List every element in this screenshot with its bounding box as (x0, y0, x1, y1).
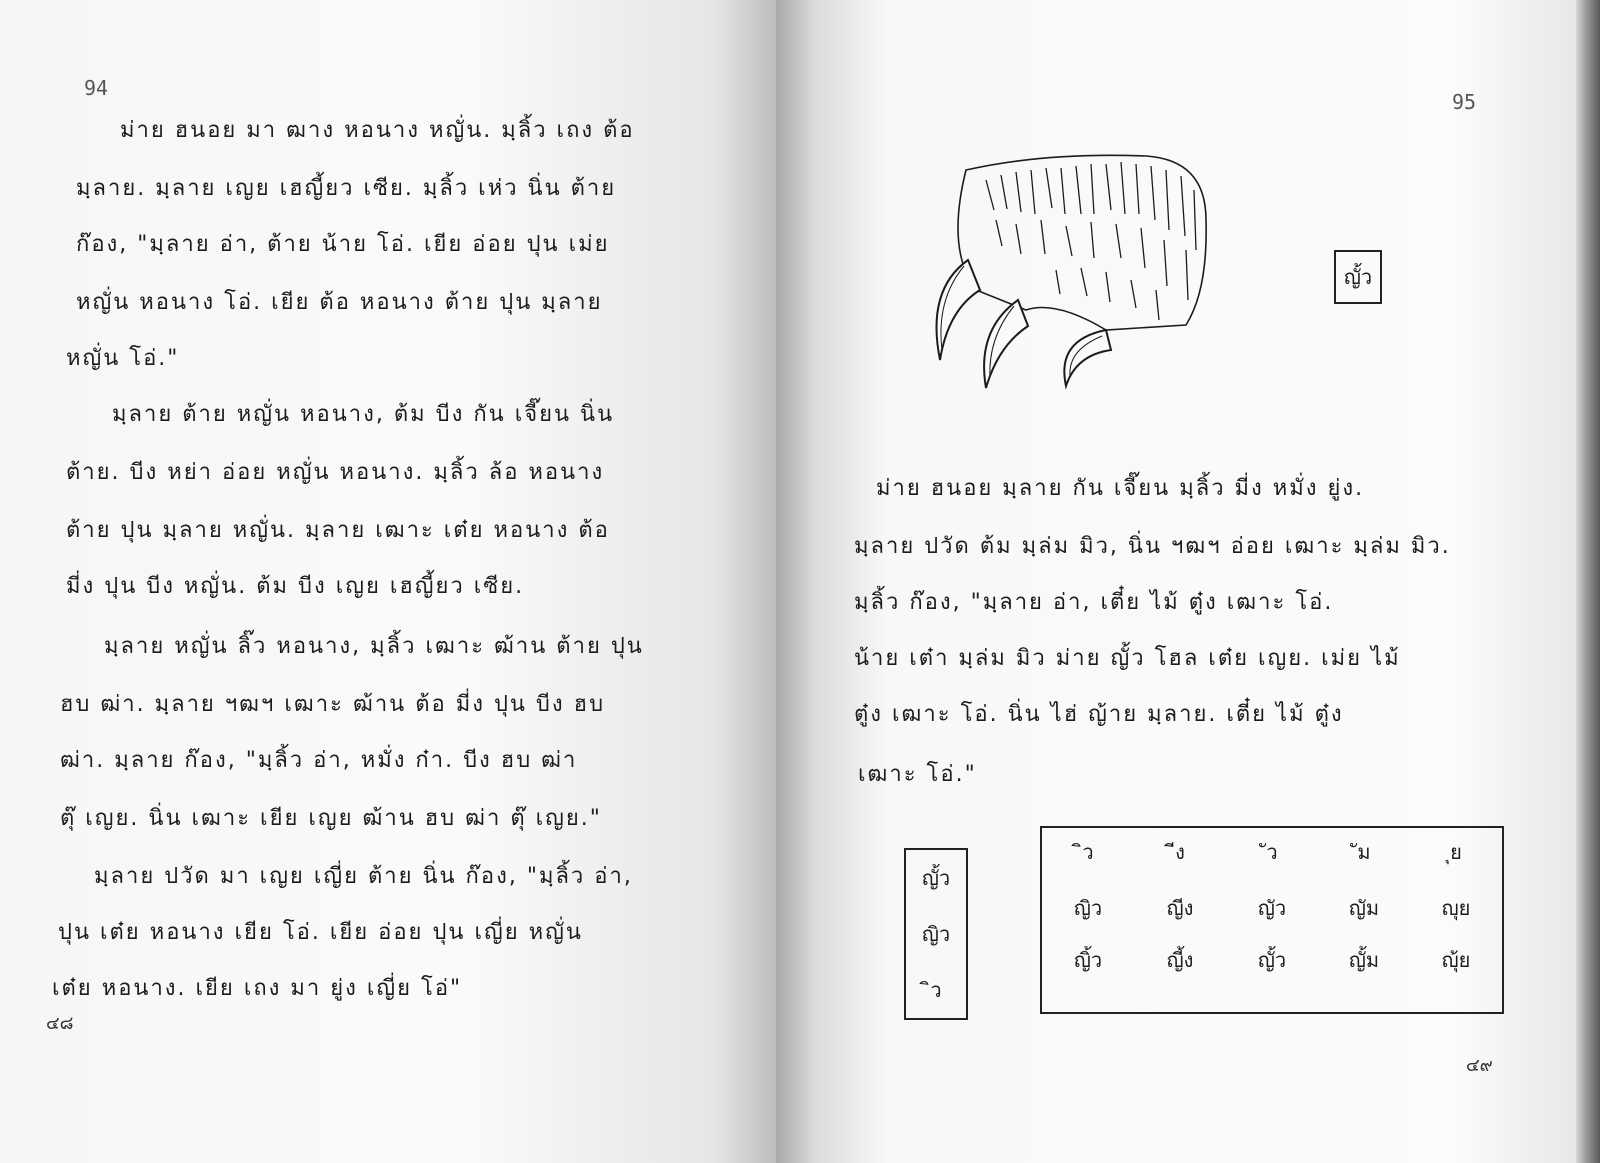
text-line: มฺลาย ปวัด มา เญย เญี่ย ต้าย นิ่น ก๊อง, "มฺลิ้ว อ่า, (94, 864, 633, 889)
text-line: มฺลาย ต้าย หญั่น หอนาง, ต้ม บีง กัน เจี๊ยน นิ่น (112, 402, 615, 427)
syllable-grid (1040, 826, 1504, 1014)
syllable-cell: ญุย (1441, 896, 1471, 920)
text-line: ตุ๊ เญย. นิ่น เฒาะ เยีย เญย ฒ้าน ฮบ ฒ่า ตุ๊ เญย." (60, 806, 602, 831)
text-line: เต๋ย หอนาง. เยีย เถง มา ยู่ง เญี่ย โอ่" (52, 976, 463, 1001)
syllable-cell: ิว (1082, 840, 1094, 864)
vowel-list-item: ิว (930, 978, 942, 1002)
syllable-cell: ุย (1450, 840, 1462, 864)
text-line: ม่าย ฮนอย มา ฒาง หอนาง หญั่น. มฺลิ้ว เถง ต้อ (120, 118, 635, 143)
text-line: ก๊อง, "มฺลาย อ่า, ต้าย น้าย โอ่. เยีย อ่อย ปุน เม่ย (76, 232, 610, 257)
right-page-number: 95 (1452, 90, 1477, 114)
text-line: มี่ง ปุน บีง หญั่น. ต้ม บีง เญย เฮญี้ยว เซีย. (66, 574, 525, 599)
text-line: ฒ่า. มฺลาย ก๊อง, "มฺลิ้ว อ่า, หมั่ง ก๋า. บีง ฮบ ฒ่า (60, 748, 578, 773)
syllable-cell: ญั้ว (1257, 948, 1287, 972)
vowel-list-item: ญิว (921, 922, 951, 946)
text-line: ฮบ ฒ่า. มฺลาย ฯฒฯ เฒาะ ฒ้าน ต้อ มี่ง ปุน บีง ฮบ (60, 692, 606, 717)
left-folio: ๔๘ (46, 1013, 74, 1034)
text-line: มฺลาย ปวัด ต้ม มฺล่ม มิว, นิ่น ฯฒฯ อ่อย เฒาะ มฺล่ม มิว. (854, 534, 1451, 559)
text-line: หญั่น หอนาง โอ่. เยีย ต้อ หอนาง ต้าย ปุน มฺลาย (76, 290, 603, 315)
syllable-cell: ญุ้ย (1441, 948, 1471, 972)
text-line: มฺลาย หญั่น ลิ๊ว หอนาง, มฺลิ้ว เฒาะ ฒ้าน ต้าย ปุน (104, 634, 644, 659)
book-edge (1576, 0, 1600, 1163)
text-line: ต้าย. บีง หย่า อ่อย หญั่น หอนาง. มฺลิ้ว ล้อ หอนาง (66, 460, 605, 485)
syllable-cell: ัว (1266, 840, 1278, 864)
text-line: น้าย เต๋า มฺล่ม มิว ม่าย ญั้ว โฮล เต๋ย เญย. เม่ย ไม้ (854, 646, 1401, 671)
claw-illustration (906, 150, 1226, 390)
left-page-number: 94 (84, 76, 109, 100)
vowel-list-item: ญั้ว (921, 866, 951, 890)
right-folio: ๔๙ (1466, 1055, 1493, 1076)
text-line: มฺลาย. มฺลาย เญย เฮญี้ยว เซีย. มฺลิ้ว เห่ว นิ่น ต้าย (76, 176, 617, 201)
text-line: ตู๋ง เฒาะ โอ่. นิ่น ไฮ่ ญ้าย มฺลาย. เตี๋ย ไม้ ตู๋ง (854, 702, 1344, 727)
syllable-cell: ญิ้ว (1073, 948, 1103, 972)
text-line: เฒาะ โอ่." (858, 762, 977, 787)
syllable-cell: ญี้ง (1166, 948, 1194, 972)
syllable-cell: ญัม (1348, 896, 1380, 920)
syllable-cell: ญั้ม (1348, 948, 1380, 972)
syllable-cell: ญิว (1073, 896, 1103, 920)
syllable-cell: ญีง (1166, 896, 1194, 920)
text-line: หญั่น โอ่." (66, 346, 180, 371)
syllable-cell: ญัว (1257, 896, 1287, 920)
syllable-cell: ัม (1357, 840, 1371, 864)
left-page (0, 0, 776, 1163)
text-line: ต้าย ปุน มฺลาย หญั่น. มฺลาย เฒาะ เต๋ย หอนาง ต้อ (66, 518, 610, 543)
keyword-box: ญั้ว (1334, 250, 1382, 304)
text-line: ม่าย ฮนอย มฺลาย กัน เจี๊ยน มฺลิ้ว มี่ง หมั่ง ยู่ง. (876, 476, 1365, 501)
right-page (776, 0, 1576, 1163)
text-line: ปุน เต๋ย หอนาง เยีย โอ่. เยีย อ่อย ปุน เญี่ย หญั่น (58, 920, 583, 945)
vowel-list-box (904, 848, 968, 1020)
syllable-cell: ีง (1175, 840, 1185, 864)
text-line: มฺลิ้ว ก๊อง, "มฺลาย อ่า, เตี๋ย ไม้ ตู๋ง เฒาะ โอ่. (854, 590, 1334, 615)
